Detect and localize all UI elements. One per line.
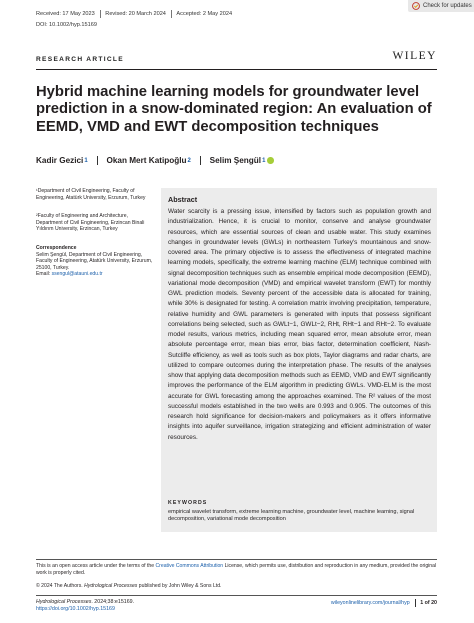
author-affiliation-mark: 1 <box>262 157 266 164</box>
abstract-heading: Abstract <box>168 195 198 204</box>
orcid-icon[interactable] <box>267 157 274 164</box>
article-title: Hybrid machine learning models for groundwater level prediction in a snow-dominated region: An evaluation of EEMD, VMD and EWT decomposition techniques <box>36 84 432 135</box>
received-date: Received: 17 May 2023 <box>36 11 95 17</box>
header-divider <box>36 69 437 70</box>
author-separator <box>200 156 201 165</box>
author-separator <box>97 156 98 165</box>
author-affiliation-mark: 2 <box>187 157 191 164</box>
footer-divider <box>36 559 437 560</box>
article-dates <box>36 10 232 18</box>
license-note <box>36 563 438 576</box>
abstract-text: Water scarcity is a pressing issue, intensified by factors such as population growth and industrialization. Hence, it is crucial to monitor, conserve and analyse groundwater resources, which are essential sources of clean and usable water. This study examines changes in groundwater levels (GWLs) in northeastern Turkey's mountainous and snow-covered area. The primary objective is to assess the effectiveness of integrated machine learning models, specifically, the extreme learning machine (ELM) technique combined with signal decomposition techniques such as ensemble empirical mode decomposition (EEMD), variational mode decomposition (VMD) and empirical wavelet transform (EWT) for monthly GWL prediction models. Seventy percent of the accessible data is allocated for training, while 30% is designated for testing. A correlation matrix involving precipitation, temperature, relative humidity and GWL parameters is generated with inputs that possess significant correlations being selected, such as GWLt−1, GWLt−2, RHt, RHt−1 and RHt−2. To evaluate model results, various metrics, including mean squared error, mean absolute error, mean absolute percentage error, mean bias error, bias factor, determination coefficient, Nash-Sutcliffe efficiency, as well as tools such as box plots, Taylor diagrams and radar charts, are utilized to compare outcomes during the interpretation phase. The results of the analyses show that applying data decomposition methods such as EEMD, VMD and EWT significantly improves the performance of the ELM algorithm in predicting GWLs. VMD-ELM is the most accurate for GWL forecasting among the approaches examined. The R² values of the most successful models established in the two wells are 0.993 and 0.905. The outcomes of this research hold significance for decision-makers and policymakers as it offers informative insights into aquifer surveillance, irrigation strategizing and efficient administration of water resources. <box>168 208 431 441</box>
correspondence-heading: Correspondence <box>36 245 77 251</box>
author-name[interactable]: Kadir Gezici <box>36 156 84 165</box>
publisher-logo: WILEY <box>392 50 437 62</box>
page-info <box>331 599 437 607</box>
author-affiliation-mark: 1 <box>84 157 88 164</box>
date-separator <box>171 10 172 18</box>
check-updates-icon <box>412 2 420 10</box>
journal-citation <box>36 599 134 613</box>
article-doi: DOI: 10.1002/hyp.15169 <box>36 22 97 28</box>
revised-date: Revised: 20 March 2024 <box>105 11 166 17</box>
journal-name: Hydrological Processes <box>36 599 92 605</box>
copyright-text: published by John Wiley & Sons Ltd. <box>137 583 222 589</box>
check-updates-label: Check for updates <box>423 3 472 9</box>
copyright-journal: Hydrological Processes <box>84 583 138 589</box>
author-name[interactable]: Okan Mert Katipoğlu <box>106 156 187 165</box>
section-label: RESEARCH ARTICLE <box>36 56 124 63</box>
journal-site-link[interactable]: wileyonlinelibrary.com/journal/hyp <box>330 600 410 606</box>
copyright-text: © 2024 The Authors. <box>36 583 85 589</box>
license-text: This is an open access article under the terms of the <box>36 563 156 569</box>
keywords-heading: KEYWORDS <box>168 500 208 506</box>
license-link[interactable]: Creative Commons Attribution <box>155 563 224 569</box>
author-list <box>36 156 274 165</box>
correspondence-address: Selim Şengül, Department of Civil Engineering, Faculty of Engineering, Atatürk University, Erzurum, 25100, Turkey. <box>36 251 153 271</box>
affiliation-2: ²Faculty of Engineering and Architecture, Department of Civil Engineering, Erzincan Binali Yıldırım University, Erzincan, Turkey <box>36 213 145 232</box>
license-text: License, which permits use, distribution and reproduction in any medium, provided the original work is properly cited. <box>36 563 437 576</box>
copyright-note <box>36 583 438 590</box>
page-number: 1 of 20 <box>420 600 437 606</box>
email-link[interactable]: ssengul@atauni.edu.tr <box>51 271 103 277</box>
bottom-divider <box>36 595 437 596</box>
date-separator <box>100 10 101 18</box>
doi-link[interactable]: https://doi.org/10.1002/hyp.15169 <box>36 605 115 612</box>
affiliation-1: ¹Department of Civil Engineering, Faculty of Engineering, Atatürk University, Erzurum, Turkey <box>36 188 146 201</box>
correspondence-block <box>36 245 154 278</box>
accepted-date: Accepted: 2 May 2024 <box>176 11 233 17</box>
journal-volume: . 2024;38:e15169. <box>91 599 135 605</box>
keywords-text: empirical wavelet transform, extreme learning machine, groundwater level, machine learning, signal decomposition, variational mode decomposition <box>168 509 415 522</box>
author-name[interactable]: Selim Şengül <box>209 156 262 165</box>
page-separator <box>415 599 416 607</box>
email-label: Email: <box>36 271 52 277</box>
check-updates-button[interactable] <box>408 0 474 12</box>
